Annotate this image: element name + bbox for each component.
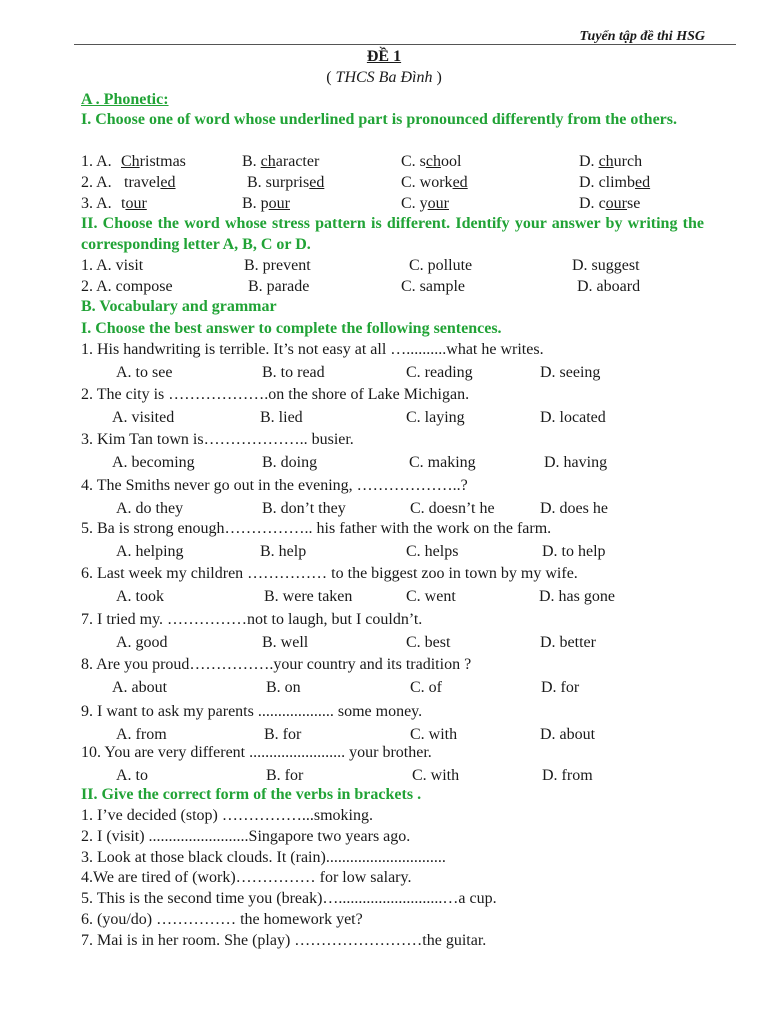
- phonetic-q1-option-b: B. character: [242, 153, 320, 170]
- mcq-q6-option-b: B. were taken: [264, 588, 353, 605]
- verb-item-6: 6. (you/do) …………… the homework yet?: [81, 911, 363, 928]
- mcq-q8-option-a: A. about: [112, 679, 168, 696]
- mcq-q10-option-b: B. for: [266, 767, 304, 784]
- part-a-sec2-instruction: II. Choose the word whose stress pattern is different. Identify your answer by writing the corresponding letter A, B, C or D.: [81, 215, 704, 253]
- mcq-question-6: 6. Last week my children …………… to the biggest zoo in town by my wife.: [81, 565, 578, 582]
- mcq-q3-option-c: C. making: [409, 454, 476, 471]
- mcq-q5-option-b: B. help: [260, 543, 307, 560]
- mcq-question-2: 2. The city is ……………….on the shore of Lake Michigan.: [81, 386, 470, 403]
- part-a-sec1-instruction: I. Choose one of word whose underlined part is pronounced differently from the others.: [81, 111, 678, 128]
- mcq-q9-option-c: C. with: [410, 726, 458, 743]
- mcq-q4-option-d: D. does he: [540, 500, 608, 517]
- mcq-q2-option-d: D. located: [540, 409, 606, 426]
- stress-q1-a: 1. A. visit: [81, 257, 144, 274]
- underlined-part: ed: [452, 174, 468, 191]
- verb-item-4: 4.We are tired of (work)…………… for low salary.: [81, 869, 412, 887]
- mcq-question-7: 7. I tried my. ……………not to laugh, but I couldn’t.: [81, 611, 423, 628]
- underlined-part: our: [125, 195, 147, 212]
- mcq-question-1: 1. His handwriting is terrible. It’s not easy at all …..........what he writes.: [81, 341, 544, 358]
- mcq-q5-option-d: D. to help: [542, 543, 606, 560]
- mcq-q7-option-b: B. well: [262, 634, 309, 651]
- phonetic-q2-option-a: traveled: [124, 174, 176, 191]
- stress-q1-b: B. prevent: [244, 257, 311, 274]
- mcq-q3-option-d: D. having: [544, 454, 608, 471]
- mcq-q5-option-a: A. helping: [116, 543, 184, 560]
- phonetic-q3-option-b: B. pour: [242, 195, 290, 212]
- phonetic-q2-option-b: B. surprised: [247, 174, 325, 191]
- mcq-q10-option-c: C. with: [412, 767, 460, 784]
- stress-q2-b: B. parade: [248, 278, 310, 295]
- phonetic-q1-option-c: C. school: [401, 153, 462, 170]
- header-divider: [74, 44, 736, 45]
- verb-item-7: 7. Mai is in her room. She (play) ……………………the guitar.: [81, 931, 487, 949]
- mcq-q2-option-b: B. lied: [260, 409, 303, 426]
- mcq-q4-option-b: B. don’t they: [262, 500, 346, 517]
- mcq-q10-option-d: D. from: [542, 767, 593, 784]
- collection-header: Tuyển tập đề thi HSG: [579, 29, 705, 44]
- mcq-question-9: 9. I want to ask my parents ................... some money.: [81, 703, 423, 720]
- underlined-part: ch: [425, 153, 442, 170]
- phonetic-q2-number: 2. A.: [81, 174, 112, 191]
- mcq-q9-option-b: B. for: [264, 726, 302, 743]
- school-name: THCS Ba Đình: [335, 69, 433, 86]
- mcq-q7-option-d: D. better: [540, 634, 596, 651]
- verb-item-2: 2. I (visit) .........................Singapore two years ago.: [81, 827, 411, 845]
- underlined-part: ch: [598, 153, 614, 170]
- underlined-part: ed: [309, 174, 325, 191]
- verb-item-3: 3. Look at those black clouds. It (rain)..............................: [81, 848, 446, 866]
- exam-subtitle: ( THCS Ba Đình ): [326, 69, 442, 86]
- mcq-q4-option-c: C. doesn’t he: [410, 500, 495, 517]
- underlined-part: our: [605, 195, 627, 212]
- part-b-sec1-instruction: I. Choose the best answer to complete the following sentences.: [81, 320, 502, 337]
- stress-q2-a: 2. A. compose: [81, 278, 173, 295]
- phonetic-q3-option-c: C. your: [401, 195, 449, 212]
- mcq-question-3: 3. Kim Tan town is……………….. busier.: [81, 431, 354, 448]
- mcq-q6-option-a: A. took: [116, 588, 164, 605]
- underlined-part: our: [268, 195, 290, 212]
- mcq-q8-option-d: D. for: [541, 679, 580, 696]
- part-b-heading: B. Vocabulary and grammar: [81, 298, 277, 315]
- mcq-q1-option-b: B. to read: [262, 364, 325, 381]
- part-a-heading: A . Phonetic:: [81, 91, 169, 108]
- underlined-part: ed: [160, 174, 176, 191]
- stress-q1-d: D. suggest: [572, 257, 640, 274]
- mcq-q8-option-c: C. of: [410, 679, 442, 696]
- phonetic-q1-number: 1. A.: [81, 153, 112, 170]
- phonetic-q1-option-a: Christmas: [121, 153, 186, 170]
- phonetic-q3-option-d: D. course: [579, 195, 641, 212]
- mcq-q6-option-c: C. went: [406, 588, 456, 605]
- mcq-q7-option-c: C. best: [406, 634, 451, 651]
- mcq-q1-option-a: A. to see: [116, 364, 173, 381]
- mcq-question-8: 8. Are you proud…………….your country and its tradition ?: [81, 656, 472, 673]
- mcq-q2-option-a: A. visited: [112, 409, 175, 426]
- verb-item-5: 5. This is the second time you (break)…..........................…a cup.: [81, 890, 497, 908]
- underlined-part: our: [427, 195, 449, 212]
- mcq-q6-option-d: D. has gone: [539, 588, 615, 605]
- mcq-q1-option-d: D. seeing: [540, 364, 601, 381]
- mcq-q8-option-b: B. on: [266, 679, 301, 696]
- phonetic-q3-option-a: tour: [121, 195, 147, 212]
- stress-q1-c: C. pollute: [409, 257, 473, 274]
- mcq-q1-option-c: C. reading: [406, 364, 473, 381]
- mcq-question-4: 4. The Smiths never go out in the evening, ………………..?: [81, 477, 468, 494]
- mcq-question-10: 10. You are very different ........................ your brother.: [81, 744, 432, 761]
- phonetic-q2-option-d: D. climbed: [579, 174, 651, 191]
- underlined-part: ed: [635, 174, 651, 191]
- mcq-q2-option-c: C. laying: [406, 409, 465, 426]
- mcq-q3-option-a: A. becoming: [112, 454, 195, 471]
- mcq-q4-option-a: A. do they: [116, 500, 184, 517]
- stress-q2-c: C. sample: [401, 278, 465, 295]
- mcq-q5-option-c: C. helps: [406, 543, 459, 560]
- mcq-q10-option-a: A. to: [116, 767, 148, 784]
- part-b-sec2-instruction: II. Give the correct form of the verbs in brackets .: [81, 786, 422, 803]
- mcq-q9-option-d: D. about: [540, 726, 596, 743]
- mcq-q3-option-b: B. doing: [262, 454, 318, 471]
- stress-q2-d: D. aboard: [577, 278, 641, 295]
- exam-title: ĐỀ 1: [366, 48, 402, 65]
- mcq-question-5: 5. Ba is strong enough…………….. his father with the work on the farm.: [81, 520, 552, 537]
- phonetic-q2-option-c: C. worked: [401, 174, 468, 191]
- underlined-part: ch: [260, 153, 276, 170]
- phonetic-q3-number: 3. A.: [81, 195, 112, 212]
- mcq-q9-option-a: A. from: [116, 726, 167, 743]
- phonetic-q1-option-d: D. church: [579, 153, 643, 170]
- verb-item-1: 1. I’ve decided (stop) ……………...smoking.: [81, 807, 373, 824]
- mcq-q7-option-a: A. good: [116, 634, 168, 651]
- underlined-part: Ch: [121, 153, 140, 170]
